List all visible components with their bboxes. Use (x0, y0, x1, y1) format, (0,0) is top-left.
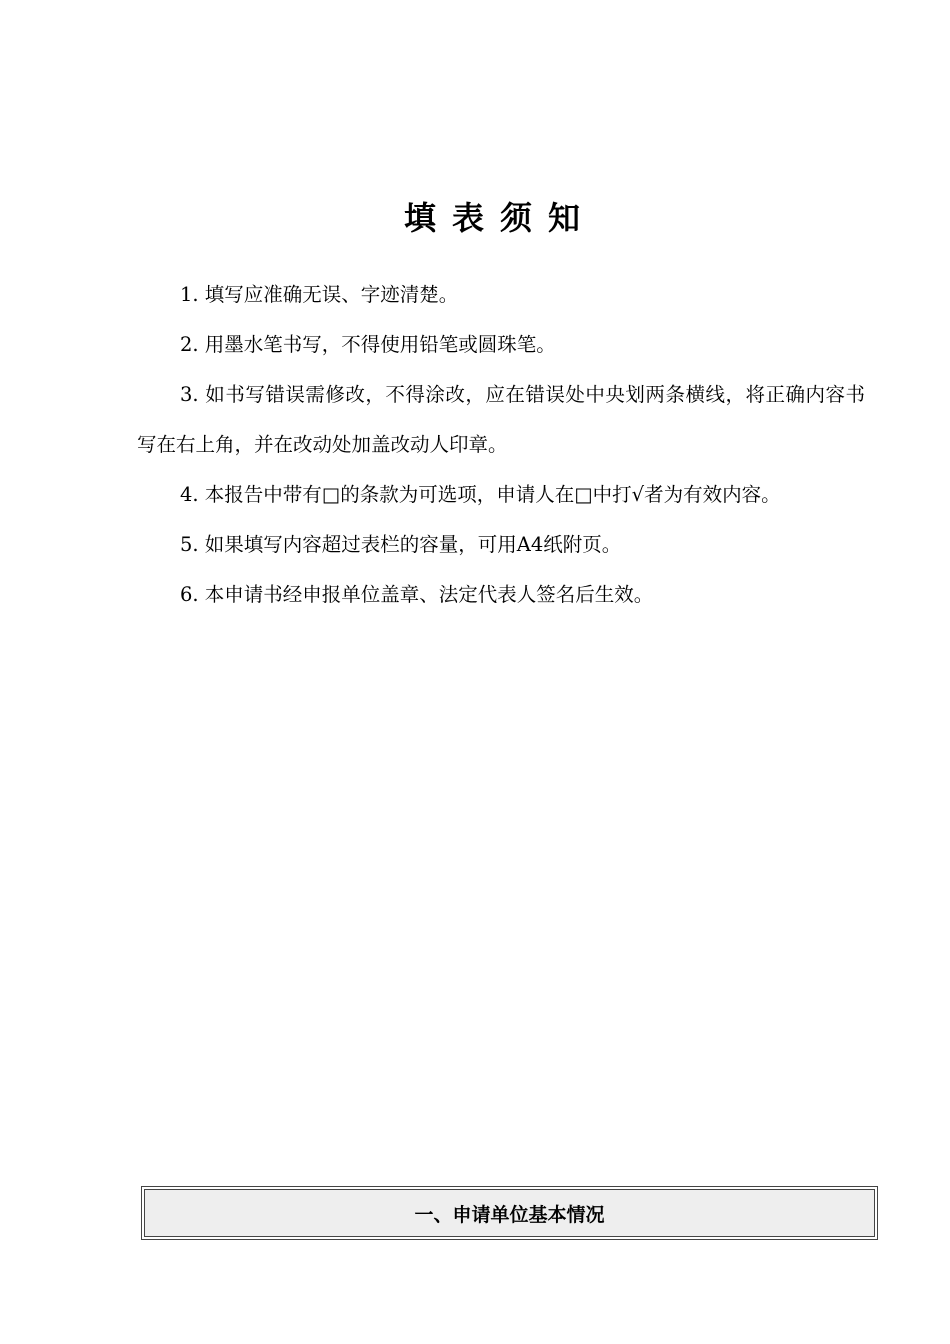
instruction-item-4: 4. 本报告中带有□的条款为可选项，申请人在□中打√者为有效内容。 (180, 483, 781, 506)
page-title: 填表须知 (403, 199, 596, 238)
instruction-item-5: 5. 如果填写内容超过表栏的容量，可用A4纸附页。 (180, 533, 622, 556)
instruction-item-1: 1. 填写应准确无误、字迹清楚。 (180, 283, 459, 306)
section-header-box (144, 1189, 875, 1237)
instruction-item-2: 2. 用墨水笔书写，不得使用铅笔或圆珠笔。 (180, 333, 556, 356)
instructions-list (137, 270, 865, 620)
section-title: 一、申请单位基本情况 (414, 1203, 605, 1226)
instruction-item-6: 6. 本申请书经申报单位盖章、法定代表人签名后生效。 (180, 583, 654, 606)
instruction-item-3: 3. 如书写错误需修改，不得涂改，应在错误处中央划两条横线，将正确内容书写在右上角，并在改动处加盖改动人印章。 (137, 383, 865, 456)
